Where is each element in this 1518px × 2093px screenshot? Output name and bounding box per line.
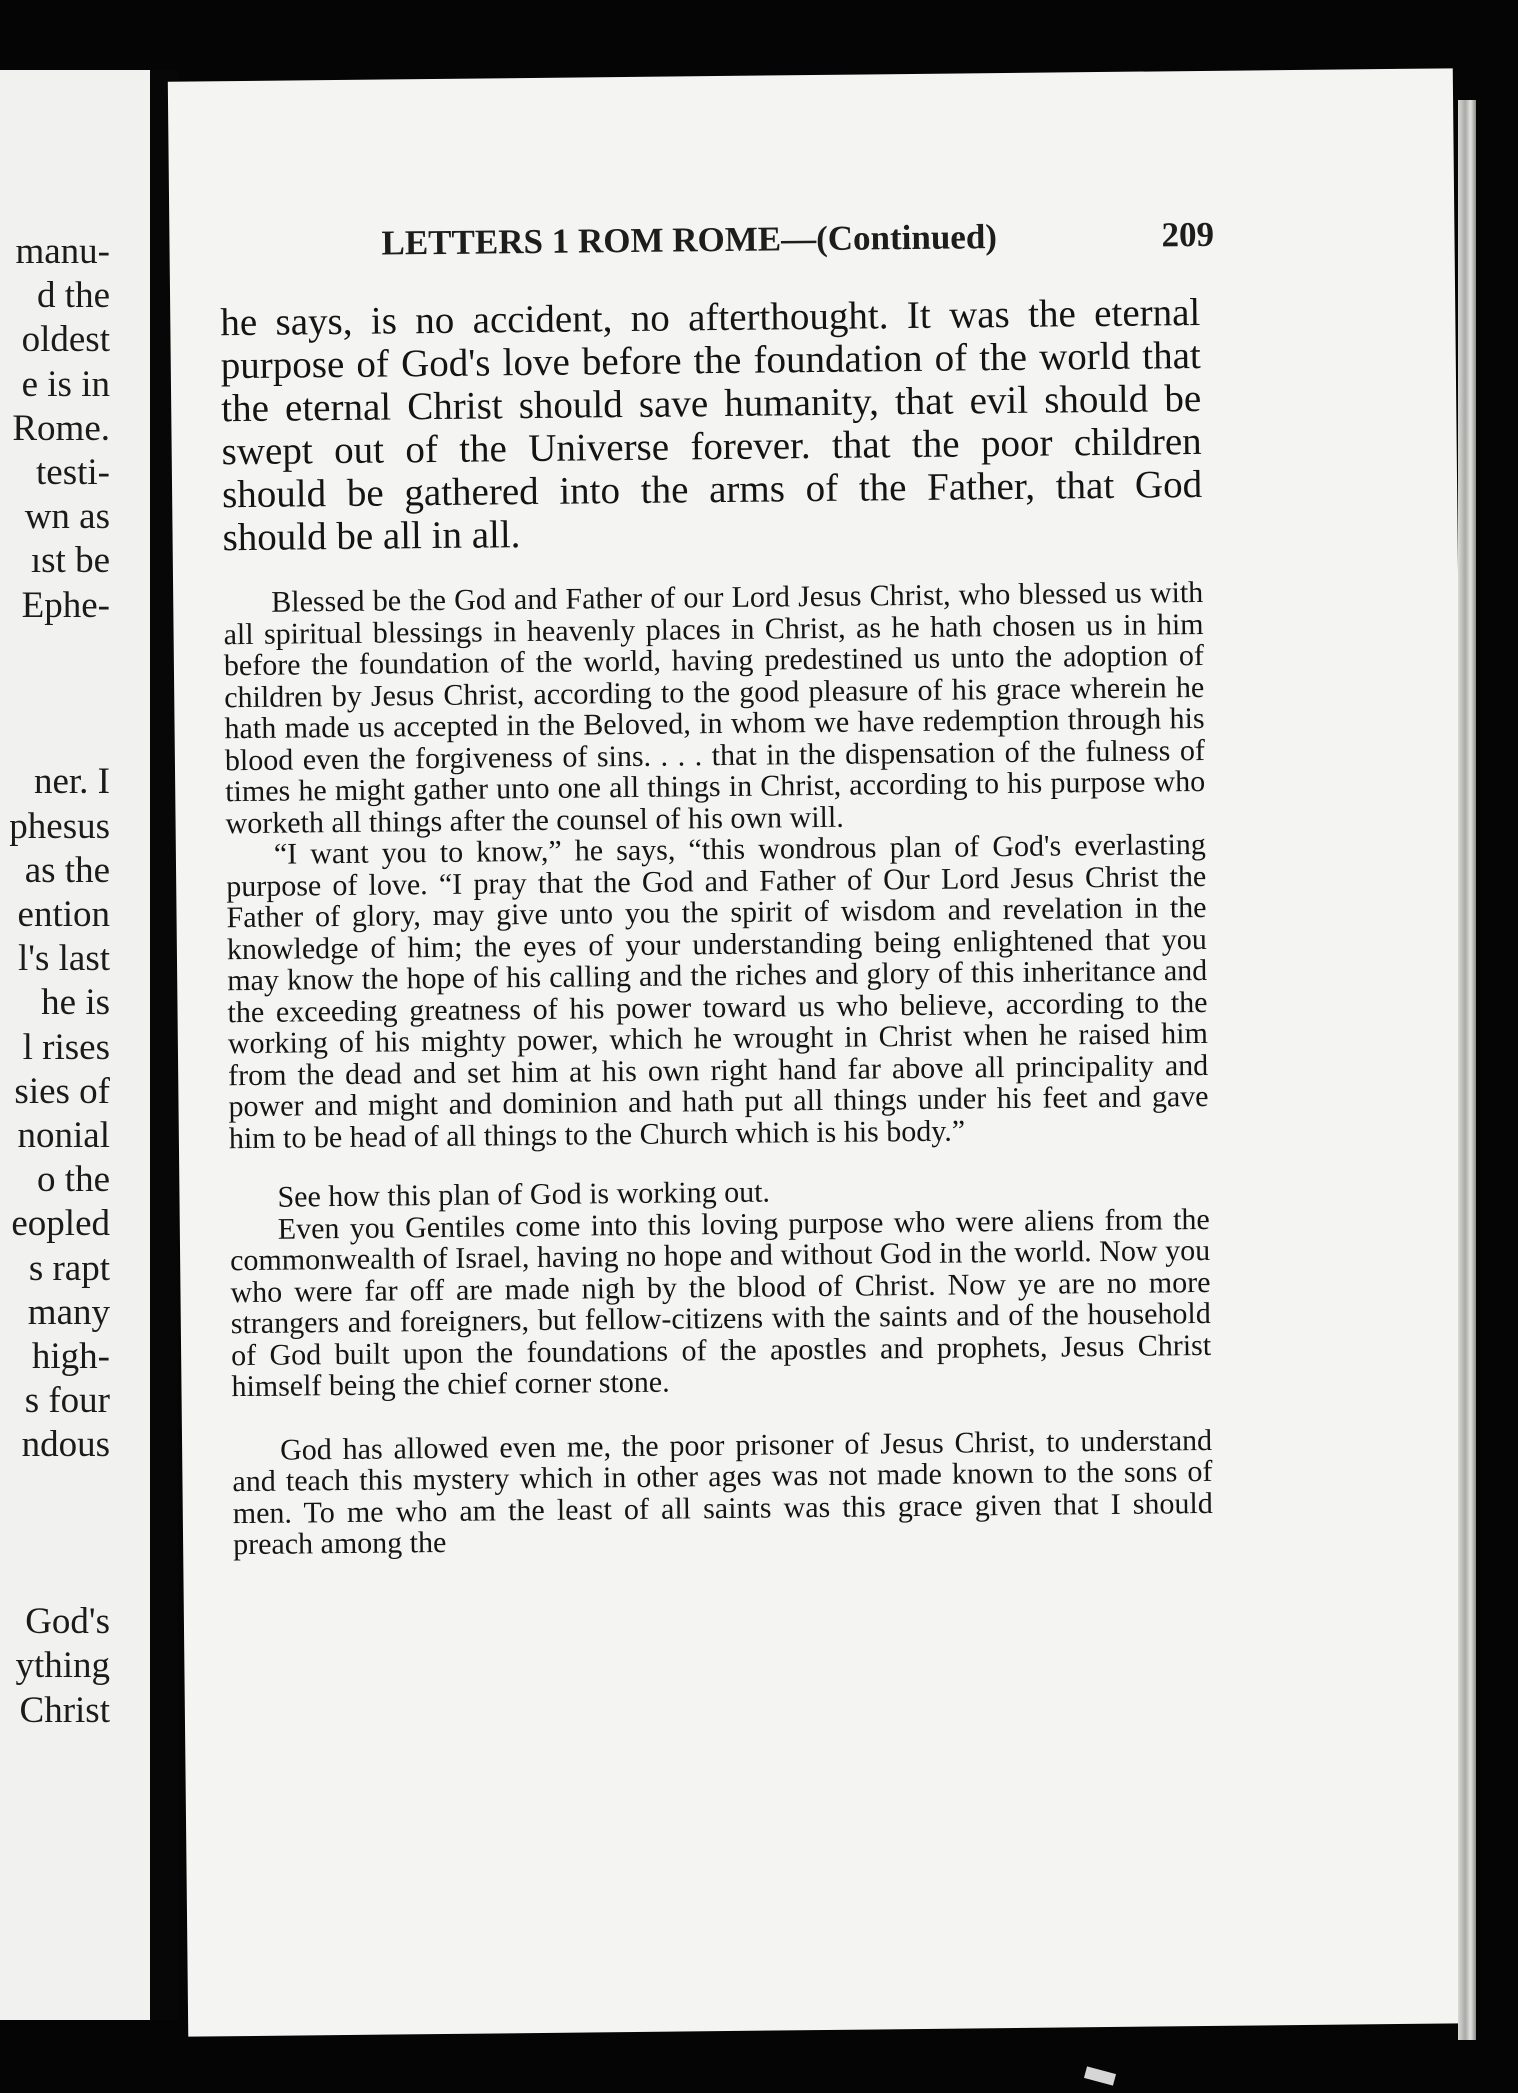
left-page-fragment: Ephe- — [21, 584, 110, 626]
left-page-fragment: wn as — [24, 496, 110, 538]
page-content — [220, 291, 1213, 1561]
left-page-fragment: ndous — [21, 1424, 110, 1466]
left-page-fragment: ything — [15, 1645, 110, 1687]
running-title: LETTERS 1 ROM ROME—(Continued) — [381, 217, 998, 263]
left-page-fragment: ıst be — [30, 540, 110, 582]
paragraph-gentiles: Even you Gentiles come into this loving purpose who were aliens from the commonwealth of Israel, having no hope and without God in the world. Now you who were far off are made nigh by the blood of Christ. Now ye are no more strangers and foreigners, but fellow-citizens with the saints and of the household of God built upon the foundations of the apostles and prophets, Jesus Christ himself being the chief corner stone. — [229, 1202, 1212, 1404]
left-page-fragment: he is — [41, 982, 110, 1024]
left-page-fragment: s rapt — [28, 1247, 110, 1289]
left-page-fragment: sies of — [14, 1070, 110, 1112]
left-page-fragment: manu- — [15, 231, 110, 272]
scripture-quote-2: “I want you to know,” he says, “this wondrous plan of God's everlasting purpose of love. “I pray that the God and Father of Our Lord Jesus Christ the Father of glory, may give unto you the spirit of wisdom and revelation in the knowledge of him; the eyes of your understanding being enlightened that you may know the hope of his calling and the riches and glory of this inheritance and the exceeding greatness of his power toward us who believe, according to the working of his mighty power, which he wrought in Christ when he raised him from the dead and set him at his own right hand far above all principality and power and might and dominion and hath put all things under his feet and gave him to be head of all things to the Church which is his body.” — [226, 827, 1209, 1155]
left-page-fragment: as the — [24, 849, 110, 891]
page-edge — [1458, 100, 1476, 2040]
left-page-fragment: Rome. — [12, 407, 110, 449]
lead-paragraph: he says, is no accident, no afterthought. It was the eternal purpose of God's love before the foundation of the world that the eternal Christ should save humanity, that evil should be swept out of the Universe forever. that the poor children should be gathered into the arms of the Father, that God should be all in all. — [220, 290, 1203, 560]
left-page-fragment: oldest — [21, 319, 110, 361]
left-page-fragment: high- — [31, 1336, 110, 1377]
left-page-fragment: l's last — [18, 938, 110, 980]
left-page-fragment: ention — [17, 894, 110, 935]
left-page-fragment: nonial — [17, 1115, 110, 1156]
left-page-fragment: many — [27, 1291, 110, 1333]
paragraph-plan: See how this plan of God is working out. — [277, 1175, 771, 1214]
page-number: 209 — [1161, 214, 1215, 255]
left-page-fragment: Christ — [19, 1689, 110, 1731]
left-page-fragment: God's — [25, 1601, 110, 1643]
left-page-fragment: e is in — [21, 363, 110, 405]
left-page — [0, 70, 150, 2020]
scripture-quote-1: Blessed be the God and Father of our Lord Jesus Christ, who blessed us with all spiritual blessings in heavenly places in Christ, as he hath chosen us in him before the foundation of the world, having predestined us unto the adoption of children by Jesus Christ, according to the good pleasure of his grace wherein he hath made us accepted in the Beloved, in whom we have redemption through his blood even the forgiveness of sins. . . . that in the dispensation of the fulness of times he might gather unto one all things in Christ, according to his purpose who worketh all things after the counsel of his own will. — [223, 575, 1206, 840]
left-page-fragment: d the — [37, 275, 110, 317]
left-page-fragment: testi- — [36, 452, 110, 493]
paragraph-prisoner: God has allowed even me, the poor prisoner of Jesus Christ, to understand and teach this mystery which in other ages was not made known to the sons of men. To me who am the least of all saints was this grace given that I should preach among the — [232, 1423, 1213, 1562]
running-header — [381, 214, 1215, 263]
left-page-fragment: s four — [24, 1380, 110, 1422]
scan-artifact — [1084, 2066, 1116, 2085]
left-page-fragment: phesus — [9, 805, 110, 847]
left-page-fragment: o the — [37, 1159, 110, 1201]
left-page-fragment: l rises — [22, 1026, 110, 1068]
left-page-fragment: eopled — [11, 1203, 110, 1245]
left-page-fragment: ner. I — [33, 761, 110, 803]
right-page — [168, 68, 1473, 2036]
